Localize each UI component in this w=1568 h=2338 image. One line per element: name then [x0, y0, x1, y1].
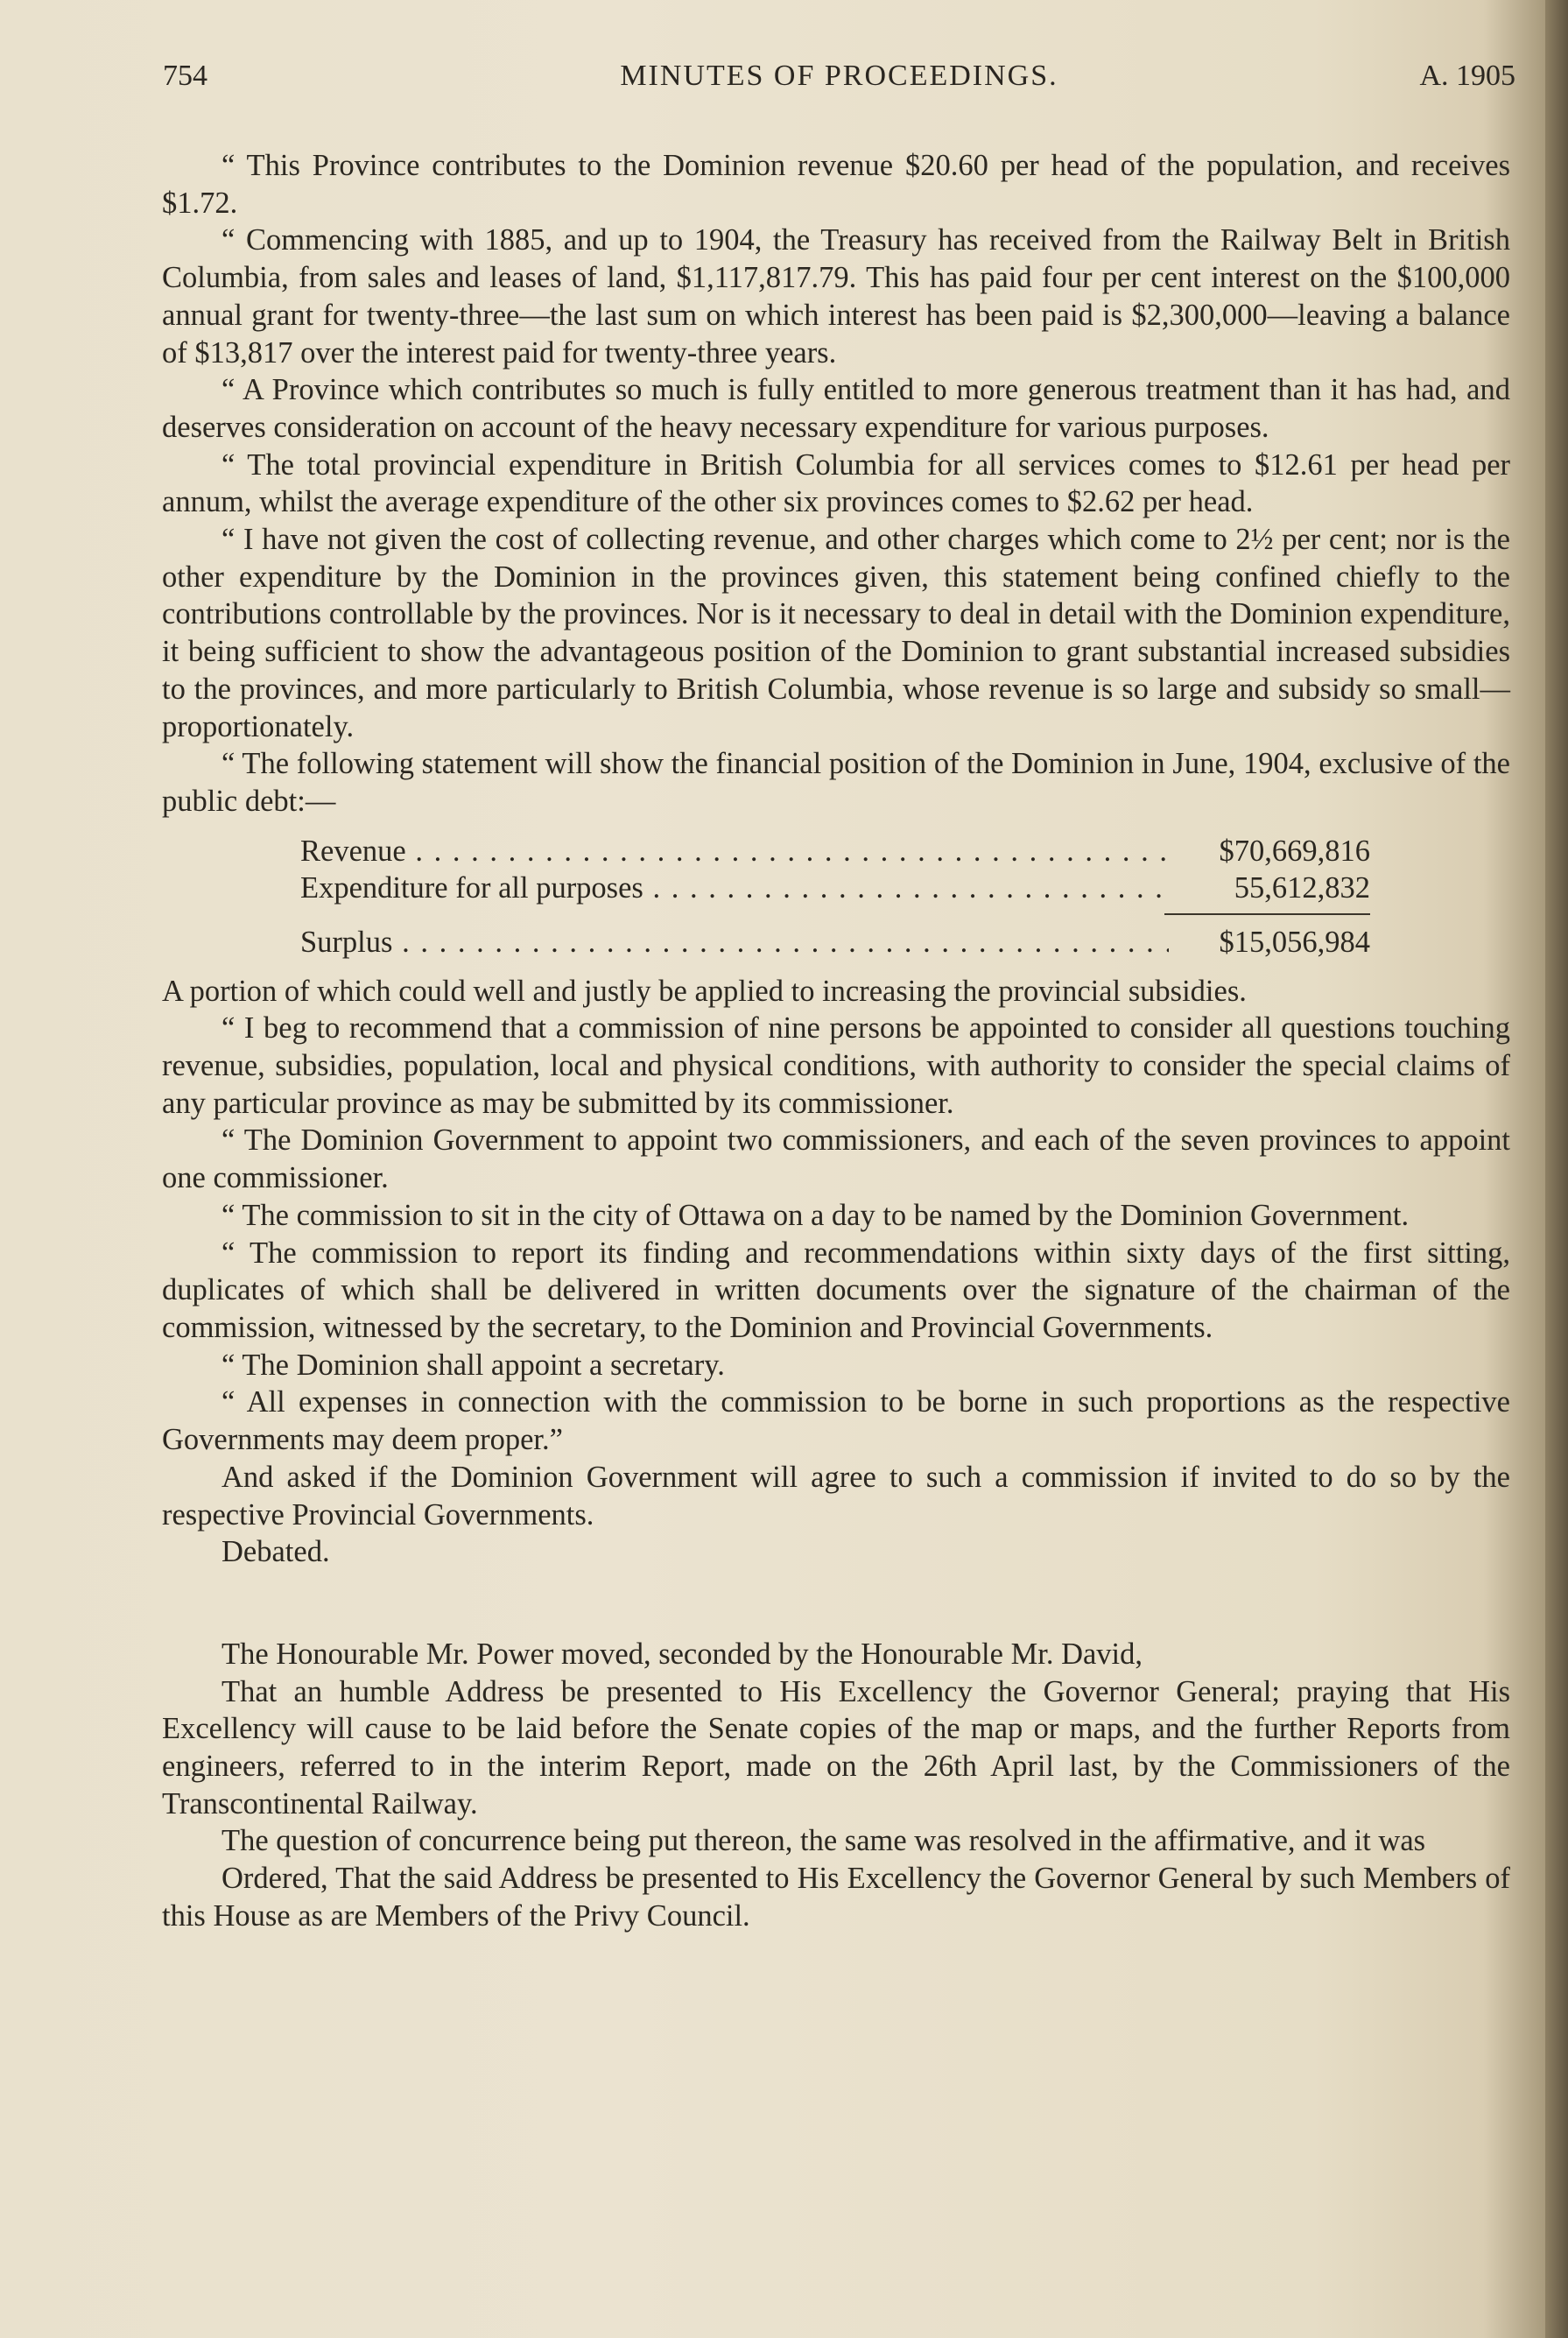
paragraph: “ I have not given the cost of collecting revenue, and other charges which come to 2½ per cent; nor is the other expenditure by the Dominion in the provinces given, this statement being confined chiefly to the contributions controllable by the provinces. Nor is it necessary to deal in detail with the Dominion expenditure, it being sufficient to show the advantageous position of the Dominion to grant substantial increased subsidies to the provinces, and more particularly to British Columbia, whose revenue is so large and subsidy so small—proportionately.: [162, 523, 1510, 743]
financial-statement: [300, 833, 1370, 961]
paragraph: And asked if the Dominion Government will agree to such a commission if invited to do so by the respective Provincial Governments.: [162, 1460, 1510, 1532]
paragraph: A portion of which could well and justly be applied to increasing the provincial subsidies.: [162, 974, 1247, 1008]
statement-label: Expenditure for all purposes . . .: [300, 870, 1169, 907]
header-year: A. 1905: [1419, 60, 1515, 92]
paragraph: “ A Province which contributes so much is fully entitled to more generous treatment than it has had, and deserves consideration on account of the heavy necessary expenditure for various purposes.: [162, 373, 1510, 444]
paragraph: Ordered, That the said Address be presented to His Excellency the Governor General by such Members of this House as are Members of the Privy Council.: [162, 1862, 1510, 1933]
header-title: MINUTES OF PROCEEDINGS.: [620, 60, 1058, 92]
statement-row-surplus: [300, 924, 1370, 961]
section-gap: [162, 1571, 1510, 1636]
paragraph: “ All expenses in connection with the commission to be borne in such proportions as the respective Governments may deem proper.”: [162, 1385, 1510, 1457]
statement-label: Surplus . . .: [300, 924, 1169, 961]
page-number: 754: [163, 60, 207, 92]
statement-label: Revenue . . .: [300, 833, 1169, 870]
book-spine: [1545, 0, 1568, 2338]
running-header: [163, 60, 1515, 112]
paragraph: “ The commission to sit in the city of Ottawa on a day to be named by the Dominion Government.: [221, 1198, 1410, 1232]
paragraph: “ The following statement will show the financial position of the Dominion in June, 1904, exclusive of the public debt:—: [162, 747, 1510, 818]
statement-value: $15,056,984: [1219, 925, 1370, 959]
statement-row-expenditure: [300, 870, 1370, 906]
page-body: [162, 147, 1510, 1935]
paragraph: “ This Province contributes to the Dominion revenue $20.60 per head of the population, and receives $1.72.: [162, 149, 1510, 220]
paragraph: “ I beg to recommend that a commission of nine persons be appointed to consider all questions touching revenue, subsidies, population, local and physical conditions, with authority to consider the special claims of any particular province as may be submitted by its commissioner.: [162, 1011, 1510, 1120]
paragraph: “ The Dominion Government to appoint two commissioners, and each of the seven provinces to appoint one commissioner.: [162, 1123, 1510, 1195]
paragraph: “ Commencing with 1885, and up to 1904, the Treasury has received from the Railway Belt in British Columbia, from sales and leases of land, $1,117,817.79. This has paid four per cent interest on the $100,000 annual grant for twenty-three—the last sum on which interest has been paid is $2,300,000—leaving a balance of $13,817 over the interest paid for twenty-three years.: [162, 223, 1510, 370]
total-rule: [1164, 913, 1370, 915]
statement-value: 55,612,832: [1234, 870, 1370, 905]
paragraph: “ The Dominion shall appoint a secretary.: [221, 1348, 725, 1382]
statement-value: $70,669,816: [1219, 834, 1370, 868]
paragraph: “ The total provincial expenditure in British Columbia for all services comes to $12.61 per head per annum, whilst the average expenditure of the other six provinces comes to $2.62 per head.: [162, 447, 1510, 519]
paragraph: The question of concurrence being put thereon, the same was resolved in the affirmative, and it was: [221, 1824, 1426, 1858]
paragraph: Debated.: [221, 1535, 330, 1569]
paragraph: That an humble Address be presented to His Excellency the Governor General; praying that His Excellency will cause to be laid before the Senate copies of the map or maps, and the further Reports from engineers, referred to in the interim Report, made on the 26th April last, by the Commissioners of the Transcontinental Railway.: [162, 1674, 1510, 1820]
paragraph: The Honourable Mr. Power moved, seconded by the Honourable Mr. David,: [221, 1637, 1143, 1671]
paragraph: “ The commission to report its finding and recommendations within sixty days of the first sitting, duplicates of which shall be delivered in written documents over the signature of the chairman of the commission, witnessed by the secretary, to the Dominion and Provincial Governments.: [162, 1236, 1510, 1344]
statement-row-revenue: [300, 833, 1370, 870]
